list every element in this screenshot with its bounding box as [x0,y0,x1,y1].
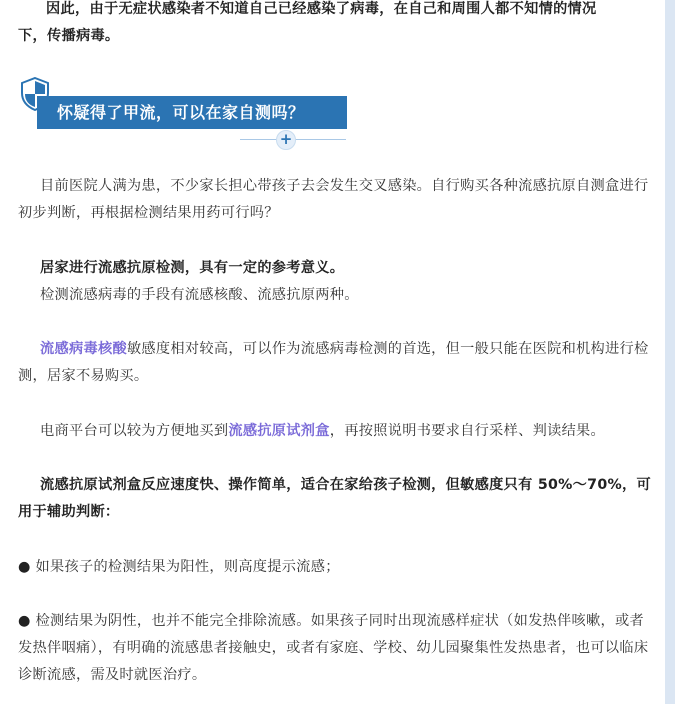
plus-icon: + [276,130,296,150]
bullet-positive-text: 如果孩子的检测结果为阳性，则高度提示流感； [30,559,340,575]
highlight-nucleic-acid: 流感病毒核酸 [40,341,127,357]
paragraph-antigen-kit [18,418,654,445]
page-right-border [665,0,675,704]
paragraph-home-testing [18,255,654,309]
antigen-kit-after: ，再按照说明书要求自行采样、判读结果。 [329,423,606,439]
bullet-icon: ● [18,613,31,629]
list-item [18,608,654,689]
home-testing-bold: 居家进行流感抗原检测，具有一定的参考意义。 [40,260,345,276]
nucleic-acid-text: 敏感度相对较高，可以作为流感病毒检测的首选，但一般只能在医院和机构进行检测，居家不易购买。 [18,341,649,384]
home-testing-methods: 检测流感病毒的手段有流感核酸、流感抗原两种。 [40,287,359,303]
intro-paragraph [18,0,654,50]
paragraph-crowded-hospitals: 目前医院人满为患，不少家长担心带孩子去会发生交叉感染。自行购买各种流感抗原自测盒进行初步判断，再根据检测结果用药可行吗？ [18,178,649,221]
paragraph-nucleic-acid [18,336,654,390]
intro-line-2: 下，传播病毒。 [18,28,120,44]
intro-line-1: 因此，由于无症状感染者不知道自己已经感染了病毒，在自己和周围人都不知情的情况 [46,1,597,17]
bullet-negative-text: 检测结果为阴性，也并不能完全排除流感。如果孩子同时出现流感样症状（如发热伴咳嗽，或者发热伴咽痛），有明确的流感患者接触史，或者有家庭、学校、幼儿园聚集性发热患者，也可以临床诊断流感，需及时就医治疗。 [18,613,649,683]
section-heading: 怀疑得了甲流，可以在家自测吗？ [37,96,347,129]
paragraph-sensitivity: 流感抗原试剂盒反应速度快、操作简单，适合在家给孩子检测，但敏感度只有 50%～70%，可用于辅助判断： [18,477,651,520]
list-item [18,554,654,581]
bullet-icon: ● [18,559,31,575]
highlight-antigen-kit: 流感抗原试剂盒 [228,423,330,439]
antigen-kit-before: 电商平台可以较为方便地买到 [40,423,229,439]
